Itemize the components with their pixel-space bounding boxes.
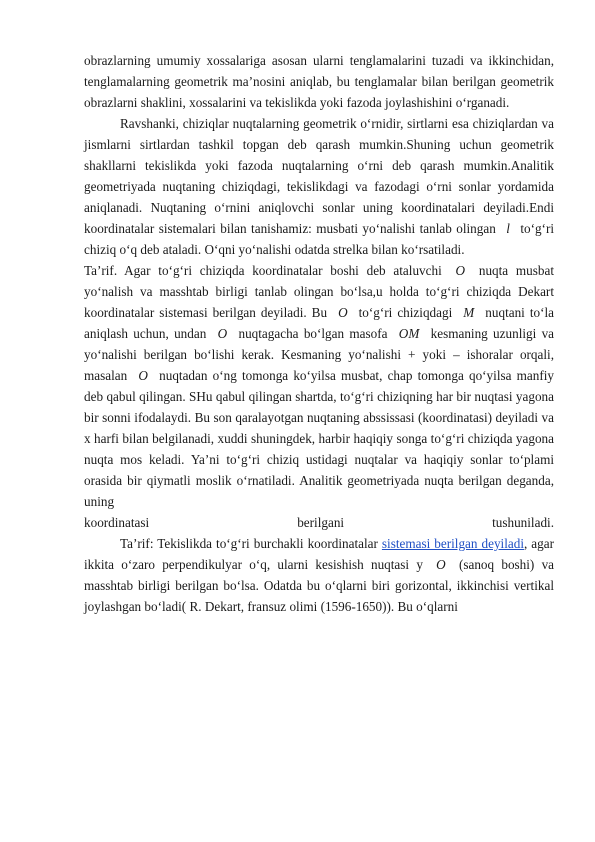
paragraph-text: to‘g‘ri chiziq o‘q deb ataladi. O‘qni yo‘nalishi odatda strelka bilan ko‘rsatiladi. [84, 221, 555, 257]
paragraph-text: nuqta musbat yo‘nalish va masshtab birligi tanlab olingan bo‘lsa,u holda to‘g‘ri chiziqda Dekart koordinatalar sistemasi berilgan deyiladi. Bu [84, 263, 555, 320]
hyperlink-coordinate-system[interactable]: sistemasi berilgan deyiladi [381, 536, 524, 551]
paragraph-text: , agar ikkita o‘zaro perpendikulyar o‘q, ularni kesishish nuqtasi y [84, 536, 554, 572]
paragraph-text: to‘g‘ri chiziqdagi [358, 305, 453, 320]
math-symbol-M: M [463, 305, 475, 320]
paragraph-last-line: koordinatasi berilgani tushuniladi. [84, 515, 554, 530]
math-symbol-O: O [455, 263, 466, 278]
paragraph-coordinates-intro [84, 113, 554, 260]
math-symbol-O: O [436, 557, 446, 572]
document-page [84, 50, 554, 617]
paragraph-text: nuqtani to‘la aniqlash uchun, undan [84, 305, 555, 341]
paragraph-text: Ravshanki, chiziqlar nuqtalarning geometrik o‘rnidir, sirtlarni esa chiziqlardan va jismlarni sirtlardan tashkil topgan deb qarash mumkin.Shuning uchun geometrik shakllarni tekislikda yoki fazoda nuqtalarning o‘rni deb qarash mumkin.Analitik geometriyada nuqtaning chiziqdagi, tekislikdagi va fazodagi o‘rni sonlar yordamida aniqlanadi. Nuqtaning o‘rnini aniqlovchi sonlar uning koordinatalari deyiladi.Endi koordinatalar sistemalari bilan tanishamiz: musbati yo‘nalishi tanlab olingan [84, 116, 554, 236]
paragraph-text: nuqtagacha bo‘lgan masofa [238, 326, 388, 341]
paragraph-text: (sanoq boshi) va masshtab birligi berilgan bo‘lsa. Odatda bu o‘qlarni biri gorizontal, ikkinchisi vertikal joylashgan bo‘ladi( R. Dekart, fransuz olimi (1596-1650)). Bu o‘qlarni [84, 557, 555, 614]
paragraph-text: nuqtadan o‘ng tomonga ko‘yilsa musbat, chap tomonga qo‘yilsa manfiy deb qabul qilingan. SHu qabul qilingan shartda, to‘g‘ri chiziqning har bir nuqtasi yagona bir sonni ifodalaydi. Bu son qaralayotgan nuqtaning abssissasi (koordinatasi) deyiladi va x harfi bilan belgilanadi, xuddi shuningdek, harbir haqiqiy songa to‘g‘ri chiziqda yagona nuqta mos keladi. Ya’ni to‘g‘ri chiziq ustidagi nuqtalar va haqiqiy sonlar to‘plami orasida bir qiymatli moslik o‘rnatiladi. Analitik geometriyada nuqta berilgan deganda, uning [84, 368, 554, 509]
paragraph-intro: obrazlarning umumiy xossalariga asosan ularni tenglamalarini tuzadi va ikkinchidan, tenglamalarning geometrik ma’nosini aniqlab, bu tenglamalar bilan berilgan geometrik obrazlarni shaklini, xossalarini va tekislikda yoki fazoda joylashishini o‘rganadi. [84, 53, 554, 110]
paragraph-definition-plane [84, 533, 554, 617]
paragraph-definition-line [84, 260, 554, 512]
math-symbol-OM: OM [398, 326, 420, 341]
math-symbol-O: O [138, 368, 148, 383]
math-symbol-O: O [338, 305, 348, 320]
paragraph-text: Ta’rif: Tekislikda to‘g‘ri burchakli koordinatalar [120, 536, 378, 551]
math-symbol-O: O [217, 326, 228, 341]
paragraph-text: kesmaning uzunligi va yo‘nalishi berilgan bo‘lishi kerak. Kesmaning yo‘nalishi + yoki – ishoralar orqali, masalan [84, 326, 555, 383]
math-symbol-l: l [506, 221, 510, 236]
paragraph-text: Ta’rif. Agar to‘g‘ri chiziqda koordinatalar boshi deb ataluvchi [84, 263, 442, 278]
